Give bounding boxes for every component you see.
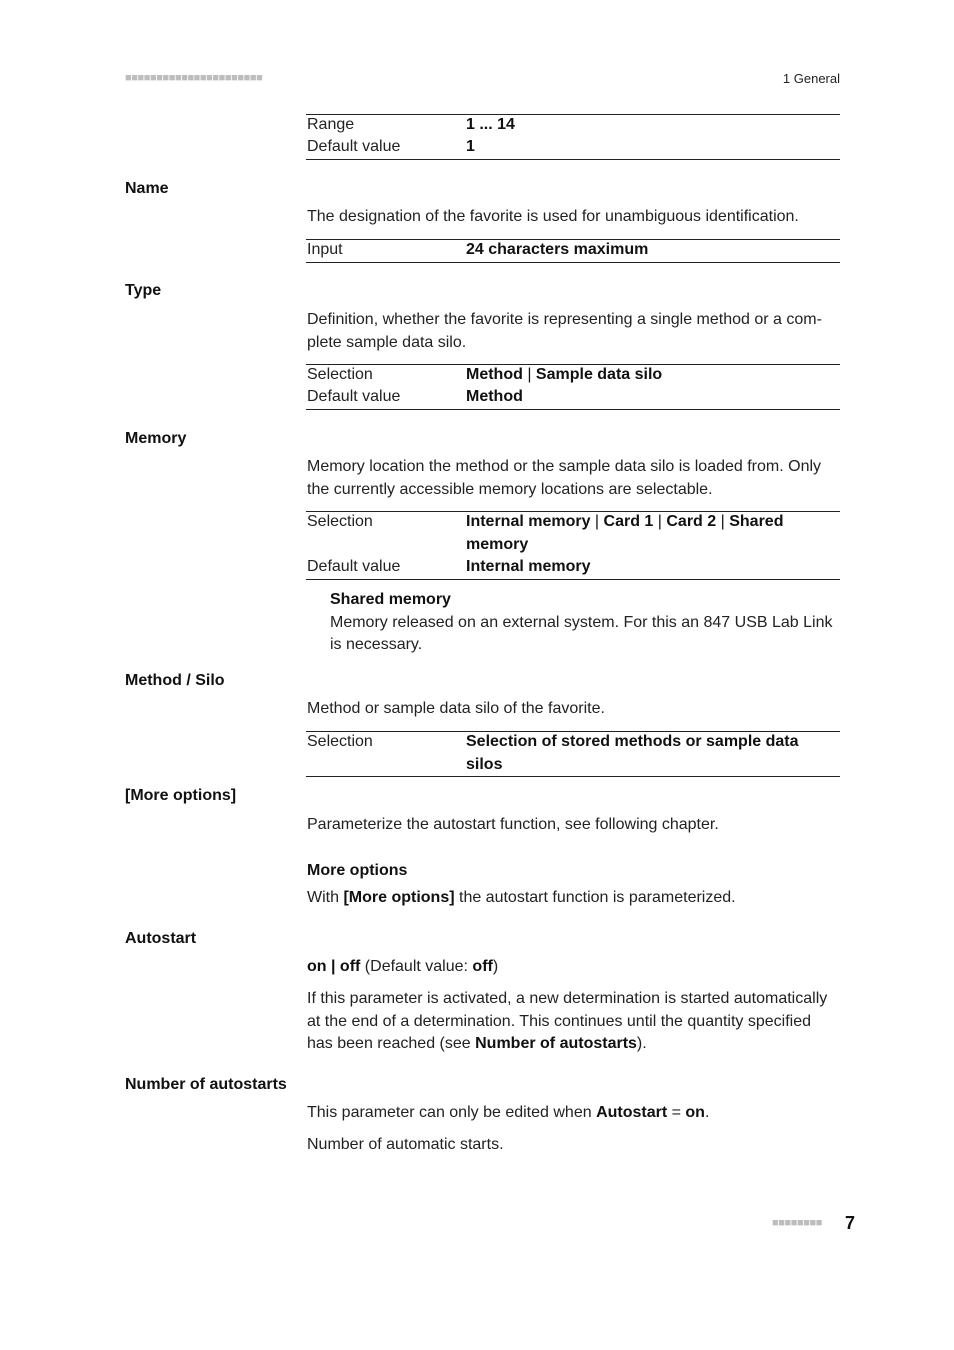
condition-on: on [685,1104,705,1121]
autostart-desc-ref: Number of autostarts [475,1035,637,1052]
name-table-rule-bottom [306,262,840,263]
section-label-type: Type [125,282,162,299]
page-number: 7 [845,1213,856,1233]
header-dots: ■■■■■■■■■■■■■■■■■■■■■■ [125,72,263,84]
memory-option-card2: Card 2 [666,513,717,530]
range-key: Range [307,116,355,133]
memory-option-shared: Shared memory [466,513,784,553]
more-options-button-ref: [More options] [343,889,455,906]
memory-default-key: Default value [307,558,401,575]
type-default-value: Method [466,388,523,405]
shared-memory-note-text: Memory released on an external system. For this an 847 USB Lab Link is necessary. [330,613,833,653]
condition-equals: = [667,1104,686,1121]
autostart-description [307,988,839,1056]
more-options-description: Parameterize the autostart function, see following chapter. [307,816,719,833]
type-description: Definition, whether the favorite is representing a single method or a com-plete sample data silo. [307,311,822,351]
method-silo-description: Method or sample data silo of the favorite. [307,700,605,717]
input-key: Input [307,241,343,258]
input-value: 24 characters maximum [466,241,649,258]
shared-memory-note [330,589,835,657]
section-label-number-autostarts: Number of autostarts [125,1076,287,1093]
condition-autostart: Autostart [596,1104,668,1121]
method-silo-selection-value: Selection of stored methods or sample data silos [466,733,799,773]
section-label-autostart: Autostart [125,930,197,947]
condition-suffix: . [704,1104,710,1121]
memory-default-value: Internal memory [466,558,591,575]
memory-option-internal: Internal memory [466,513,591,530]
type-option-silo: Sample data silo [535,366,663,383]
more-options-text-prefix: With [307,889,344,906]
name-description: The designation of the favorite is used for unambiguous identification. [307,208,799,225]
autostart-separator: | [326,958,340,975]
default-key: Default value [307,138,401,155]
autostart-values [307,956,839,979]
number-autostarts-condition [307,1102,839,1125]
autostart-on: on [307,958,327,975]
memory-selection-key: Selection [307,513,373,530]
autostart-desc-suffix: ). [636,1035,647,1052]
type-selection-key: Selection [307,366,373,383]
memory-table-rule-bottom [306,579,840,580]
section-label-memory: Memory [125,430,187,447]
footer-dots: ■■■■■■■■ [772,1217,822,1229]
chapter-title: 1 General [782,71,840,86]
autostart-default-suffix: ) [492,958,499,975]
section-label-name: Name [125,180,169,197]
range-value: 1 ... 14 [466,116,515,133]
table-rule-bottom [306,159,840,160]
type-default-key: Default value [307,388,401,405]
type-option-method: Method [466,366,523,383]
autostart-default-prefix: (Default value: [360,958,473,975]
autostart-default-value: off [472,958,493,975]
memory-option-card1: Card 1 [603,513,654,530]
more-options-heading: More options [307,862,408,879]
autostart-desc-prefix: If this parameter is activated, a new determination is started automatically at the end of a determination. This continues until the quantity specified has been reached (see [307,990,828,1052]
autostart-off: off [339,958,361,975]
section-label-method-silo: Method / Silo [125,672,225,689]
shared-memory-note-title: Shared memory [330,591,451,608]
number-autostarts-description: Number of automatic starts. [307,1136,504,1153]
method-silo-table-rule-bottom [306,776,840,777]
type-selection-value: Method | Sample data silo [466,366,663,383]
method-silo-selection-key: Selection [307,733,373,750]
more-options-text [307,887,839,910]
condition-prefix: This parameter can only be edited when [307,1104,597,1121]
default-value: 1 [466,138,475,155]
type-table-rule-bottom [306,409,840,410]
memory-selection-value: Internal memory | Card 1 | Card 2 | Shared memory [466,513,784,553]
section-label-more-options: [More options] [125,787,237,804]
more-options-text-suffix: the autostart function is parameterized. [454,889,736,906]
memory-description: Memory location the method or the sample data silo is loaded from. Only the currently accessible memory locations are selectable. [307,458,822,498]
